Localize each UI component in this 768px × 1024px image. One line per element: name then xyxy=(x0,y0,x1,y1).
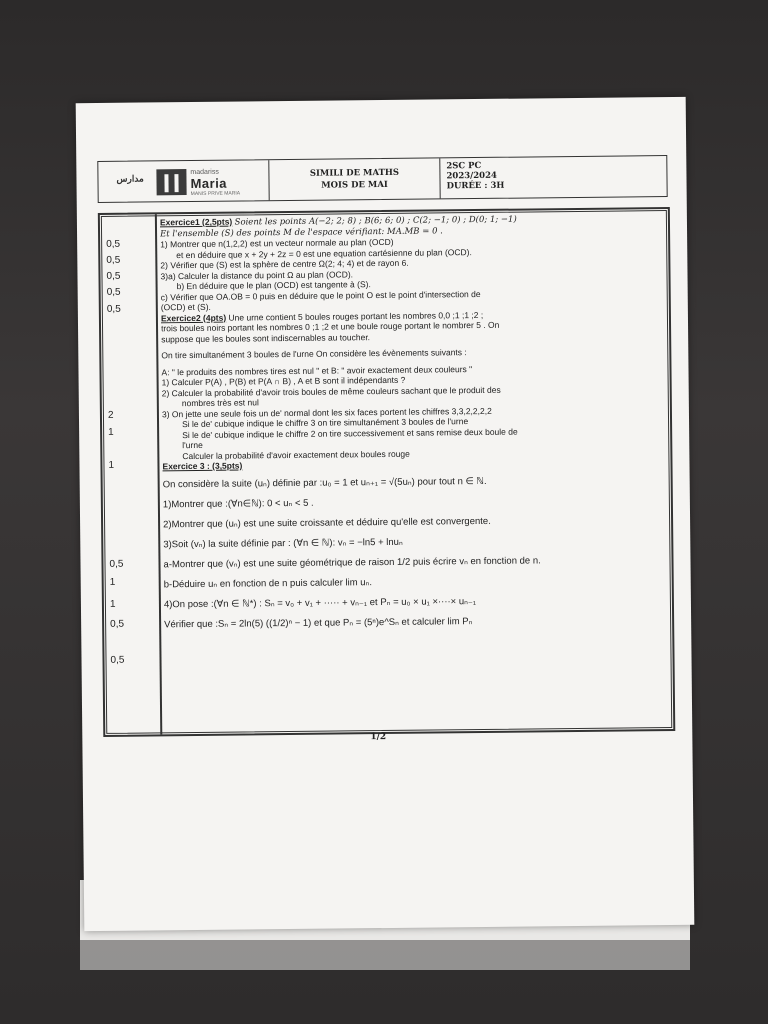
exam-body-frame xyxy=(98,207,675,737)
points-value: 2 xyxy=(107,409,114,421)
ex3-line: Vérifier que :Sₙ = 2ln(5) ((1/2)ⁿ − 1) et que Pₙ = (5ⁿ)e^Sₙ et calculer lim Pₙ xyxy=(164,615,473,630)
logo-name: Maria xyxy=(190,175,228,192)
ex3-line: a-Montrer que (vₙ) est une suite géométrique de raison 1/2 puis écrire vₙ en fonction de n. xyxy=(163,554,541,570)
points-value: 1 xyxy=(108,426,114,438)
exam-header xyxy=(97,155,667,203)
exam-year: 2023/2024 xyxy=(446,170,497,182)
points-value: 1 xyxy=(109,576,116,588)
ex2-line: A: " le produits des nombres tires est nul " et B: " avoir exactement deux couleurs " xyxy=(161,363,473,377)
points-value: 0,5 xyxy=(106,270,121,282)
points-value: 1 xyxy=(109,598,116,610)
points-value: 1 xyxy=(108,459,115,471)
ex3-line: 1)Montrer que :(∀n∈ℕ): 0 < uₙ < 5 . xyxy=(162,497,314,510)
exam-content xyxy=(160,212,666,632)
ex1-line: Et l'ensemble (S) des points M de l'espace vérifiant: MA.MB = 0 . xyxy=(160,225,443,239)
points-value: 0,5 xyxy=(109,558,124,570)
page-number: 1/2 xyxy=(370,732,387,743)
exam-title xyxy=(269,158,440,200)
ex2-line: 3) On jette une seule fois un de' normal dont les six faces portent les chiffres 3,3,2,2,2,2 xyxy=(161,405,492,419)
exam-info xyxy=(440,156,666,198)
points-value: 0,5 xyxy=(106,303,121,315)
exercise-2-title: Exercice2 (4pts) xyxy=(160,312,227,323)
points-value: 0,5 xyxy=(106,254,121,266)
exercise-1-title: Exercice1 (2,5pts) xyxy=(159,216,233,228)
ex3-line: b-Déduire uₙ en fonction de n puis calculer lim uₙ. xyxy=(163,576,373,590)
exam-title-line1: SIMILI DE MATHS xyxy=(309,167,400,179)
ex1-line: 3)a) Calculer la distance du point Ω au plan (OCD). xyxy=(160,268,354,281)
logo-arabic-text: مدارس xyxy=(116,173,144,184)
points-value: 0,5 xyxy=(110,654,125,666)
exam-level: 2SC PC xyxy=(446,160,482,172)
ex1-line: 2) Vérifier que (S) est la sphère de centre Ω(2; 4; 4) et de rayon 6. xyxy=(160,257,409,271)
ex2-line: On tire simultanément 3 boules de l'urne On considère les évènements suivants : xyxy=(161,347,467,361)
ex2-line: 2) Calculer la probabilité d'avoir trois boules de même couleurs sachant que le produit des xyxy=(161,384,501,398)
logo-m-icon xyxy=(156,169,186,195)
ex1-line: 1) Montrer que n(1,2,2) est un vecteur normale au plan (OCD) xyxy=(160,236,394,250)
ex2-line: l'urne xyxy=(182,439,203,451)
ex2-line: 1) Calculer P(A) , P(B) et P(A ∩ B) , A et B sont il indépendants ? xyxy=(161,374,406,388)
ex2-line: Si le de' cubique indique le chiffre 3 on tire simultanément 3 boules de l'urne xyxy=(181,416,469,430)
logo-subtitle: MANIS PRIVE MARIA xyxy=(190,190,241,198)
ex2-line: Si le de' cubique indique le chiffre 2 on tire successivement et sans remise deux boule de xyxy=(182,426,518,440)
logo-brand: madariss xyxy=(190,168,219,177)
points-value: 0,5 xyxy=(106,238,121,250)
exam-duration: DURÉE : 3H xyxy=(446,180,505,192)
points-value: 0,5 xyxy=(106,286,121,298)
ex1-line: Soient les points A(−2; 2; 8) ; B(6; 6; 0) ; C(2; −1; 0) ; D(0; 1; −1) xyxy=(234,214,517,228)
exercise-3-title: Exercice 3 : (3,5pts) xyxy=(162,460,243,472)
ex3-line: 2)Montrer que (uₙ) est une suite croissante et déduire qu'elle est convergente. xyxy=(163,515,491,530)
ex1-line: c) Vérifier que OA.OB = 0 puis en déduire que le point O est le point d'intersection de xyxy=(160,288,481,302)
ex3-line: 3)Soit (vₙ) la suite définie par : (∀n ∈ ℕ): vₙ = −ln5 + lnuₙ xyxy=(163,536,403,550)
ex1-line: b) En déduire que le plan (OCD) est tangente à (S). xyxy=(176,279,371,292)
ex2-line: trois boules noirs portant les nombres 0 ;1 ;2 et une boule rouge portant le nombrer 5 . On xyxy=(160,319,500,334)
exam-paper xyxy=(76,97,695,931)
ex2-line: nombres très est nul xyxy=(181,397,259,409)
ex1-line: (OCD) et (S). xyxy=(160,301,211,313)
school-logo xyxy=(98,160,269,202)
ex3-line: On considère la suite (uₙ) définie par :u₀ = 1 et uₙ₊₁ = √(5uₙ) pour tout n ∈ ℕ. xyxy=(162,475,487,490)
exam-title-line2: MOIS DE MAI xyxy=(321,179,388,191)
ex2-line: suppose que les boules sont indiscernables au toucher. xyxy=(161,331,371,344)
points-value: 0,5 xyxy=(110,618,125,630)
ex2-line: Calculer la probabilité d'avoir exactement deux boules rouge xyxy=(182,448,410,461)
ex2-line: Une urne contient 5 boules rouges portant les nombres 0,0 ;1 ;1 ;2 ; xyxy=(228,309,484,323)
ex3-line: 4)On pose :(∀n ∈ ℕ*) : Sₙ = v₀ + v₁ + ····· + vₙ₋₁ et Pₙ = u₀ × u₁ ×····× uₙ₋₁ xyxy=(163,595,477,610)
ex1-line: et en déduire que x + 2y + 2z = 0 est une equation cartésienne du plan (OCD). xyxy=(176,246,472,260)
